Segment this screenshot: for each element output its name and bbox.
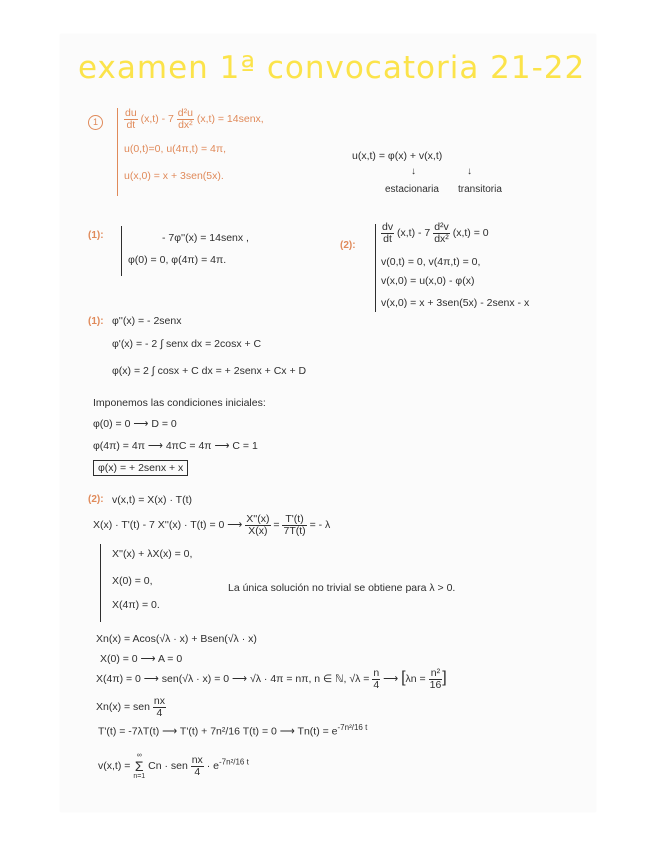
part1-solution-label: (1): [88,316,104,327]
part2-bc: v(0,t) = 0, v(4π,t) = 0, [381,256,481,268]
boundary-conditions: u(0,t)=0, u(4π,t) = 4π, [124,143,227,155]
xn-general: Xn(x) = Acos(√λ · x) + Bsen(√λ · x) [96,633,257,645]
problem-number: 1 [88,112,103,130]
part2-ic: v(x,0) = u(x,0) - φ(x) [381,275,475,287]
decomposition: u(x,t) = φ(x) + v(x,t) [352,150,443,162]
nontrivial-note: La única solución no trivial se obtiene para λ > 0. [228,582,456,594]
arrow-down-icon: ↓ [467,166,472,177]
system-brace [375,224,376,312]
label-stationary: estacionaria [385,184,439,195]
pde-equation: $\frac{du}{dt}$ (x,t) - 7 $\frac{\text{d²u}}{\text{dx²}}$ (x,t) = 14senx, [125,107,264,131]
separated-equation: X(x) · T'(t) - 7 X''(x) · T(t) = 0 ⟶ $\frac{X''(x)}{X(x)}$ = $\frac{T'(t)}{7T(t)}$ = - λ [93,513,331,537]
x-bc-0: X(0) = 0, [112,575,153,587]
v-series: v(x,t) = ∞ Σ n=1 Cn · sen $\frac{nx}{4}$ · $e^{-7n^2/16 t}$ [98,752,249,780]
part1-bc: φ(0) = 0, φ(4π) = 4π. [128,254,227,266]
xn-final: Xn(x) = sen $\frac{nx}{4}$ [96,695,165,719]
arrow-down-icon: ↓ [411,166,416,177]
condition-2: φ(4π) = 4π ⟶ 4πC = 4π ⟶ C = 1 [93,440,258,452]
system-brace [100,544,101,622]
part1-label: (1): [88,230,104,241]
x-bc-4pi: X(4π) = 0. [112,599,160,611]
x4pi-condition: X(4π) = 0 ⟶ sen(√λ · x) = 0 ⟶ √λ · 4π = nπ, n ∈ ℕ, √λ = $\frac{n}{4}$ ⟶ [λn = $\frac{\text{n²}}{16}$ ] [96,667,447,691]
system-brace [121,226,122,276]
page-title: examen 1ª convocatoria 21-22 [78,50,586,86]
phi-second-derivative: φ''(x) = - 2senx [112,315,182,327]
separation: v(x,t) = X(x) · T(t) [112,494,193,506]
part1-equation: - 7φ''(x) = 14senx , [162,232,249,244]
system-brace [117,108,118,196]
label-transient: transitoria [458,184,502,195]
part2-ic-expanded: v(x,0) = x + 3sen(5x) - 2senx - x [381,297,530,309]
t-equation: T'(t) = -7λT(t) ⟶ T'(t) + 7n²/16 T(t) = 0 ⟶ $Tn(t) = e^{-7n^2/16 t}$ [98,723,368,738]
condition-1: φ(0) = 0 ⟶ D = 0 [93,418,177,430]
x0-condition: X(0) = 0 ⟶ A = 0 [100,653,183,665]
part2-solution-label: (2): [88,494,104,505]
conditions-heading: Imponemos las condiciones iniciales: [93,397,266,409]
part2-pde: $\frac{dv}{dt}$ (x,t) - 7 $\frac{\text{d²v}}{\text{dx²}}$ (x,t) = 0 [382,221,489,245]
initial-condition: u(x,0) = x + 3sen(5x). [124,170,224,182]
ode-x: X''(x) + λX(x) = 0, [112,548,193,560]
phi-result: φ(x) = + 2senx + x [93,462,188,474]
part2-label: (2): [340,240,356,251]
phi-first-derivative: φ'(x) = - 2 ∫ senx dx = 2cosx + C [112,338,262,350]
phi-general: φ(x) = 2 ∫ cosx + C dx = + 2senx + Cx + D [112,365,307,377]
